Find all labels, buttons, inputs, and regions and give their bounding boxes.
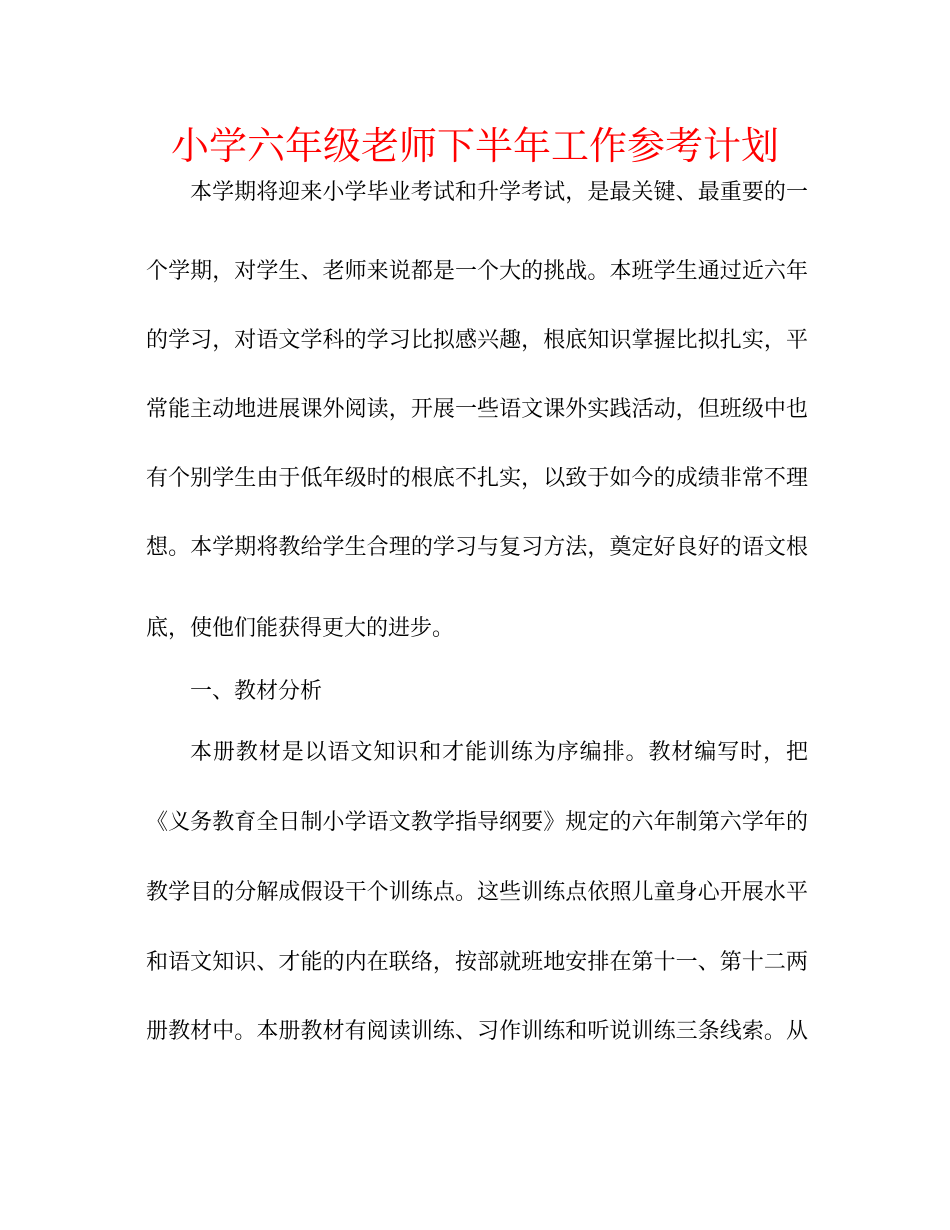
paragraph-line-6: 想。本学期将教给学生合理的学习与复习方法，奠定好良好的语文根 [146, 535, 808, 560]
paragraph-line-9: 《义务教育全日制小学语文教学指导纲要》规定的六年制第六学年的 [146, 810, 808, 835]
paragraph-line-5: 有个别学生由于低年级时的根底不扎实，以致于如今的成绩非常不理 [146, 466, 808, 491]
paragraph-line-3: 的学习，对语文学科的学习比拟感兴趣，根底知识掌握比拟扎实，平 [146, 328, 808, 353]
paragraph-line-7: 底，使他们能获得更大的进步。 [146, 616, 455, 641]
paragraph-line-10: 教学目的分解成假设干个训练点。这些训练点依照儿童身心开展水平 [146, 880, 808, 905]
paragraph-line-8: 本册教材是以语文知识和才能训练为序编排。教材编写时，把 [190, 740, 808, 765]
paragraph-line-2: 个学期，对学生、老师来说都是一个大的挑战。本班学生通过近六年 [146, 259, 808, 284]
document-title: 小学六年级老师下半年工作参考计划 [170, 124, 779, 168]
paragraph-line-1: 本学期将迎来小学毕业考试和升学考试，是最关键、最重要的一 [190, 180, 808, 205]
section-heading: 一、教材分析 [190, 679, 323, 704]
paragraph-line-12: 册教材中。本册教材有阅读训练、习作训练和听说训练三条线索。从 [146, 1019, 808, 1044]
paragraph-line-11: 和语文知识、才能的内在联络，按部就班地安排在第十一、第十二两 [146, 950, 808, 975]
paragraph-line-4: 常能主动地进展课外阅读，开展一些语文课外实践活动，但班级中也 [146, 397, 808, 422]
